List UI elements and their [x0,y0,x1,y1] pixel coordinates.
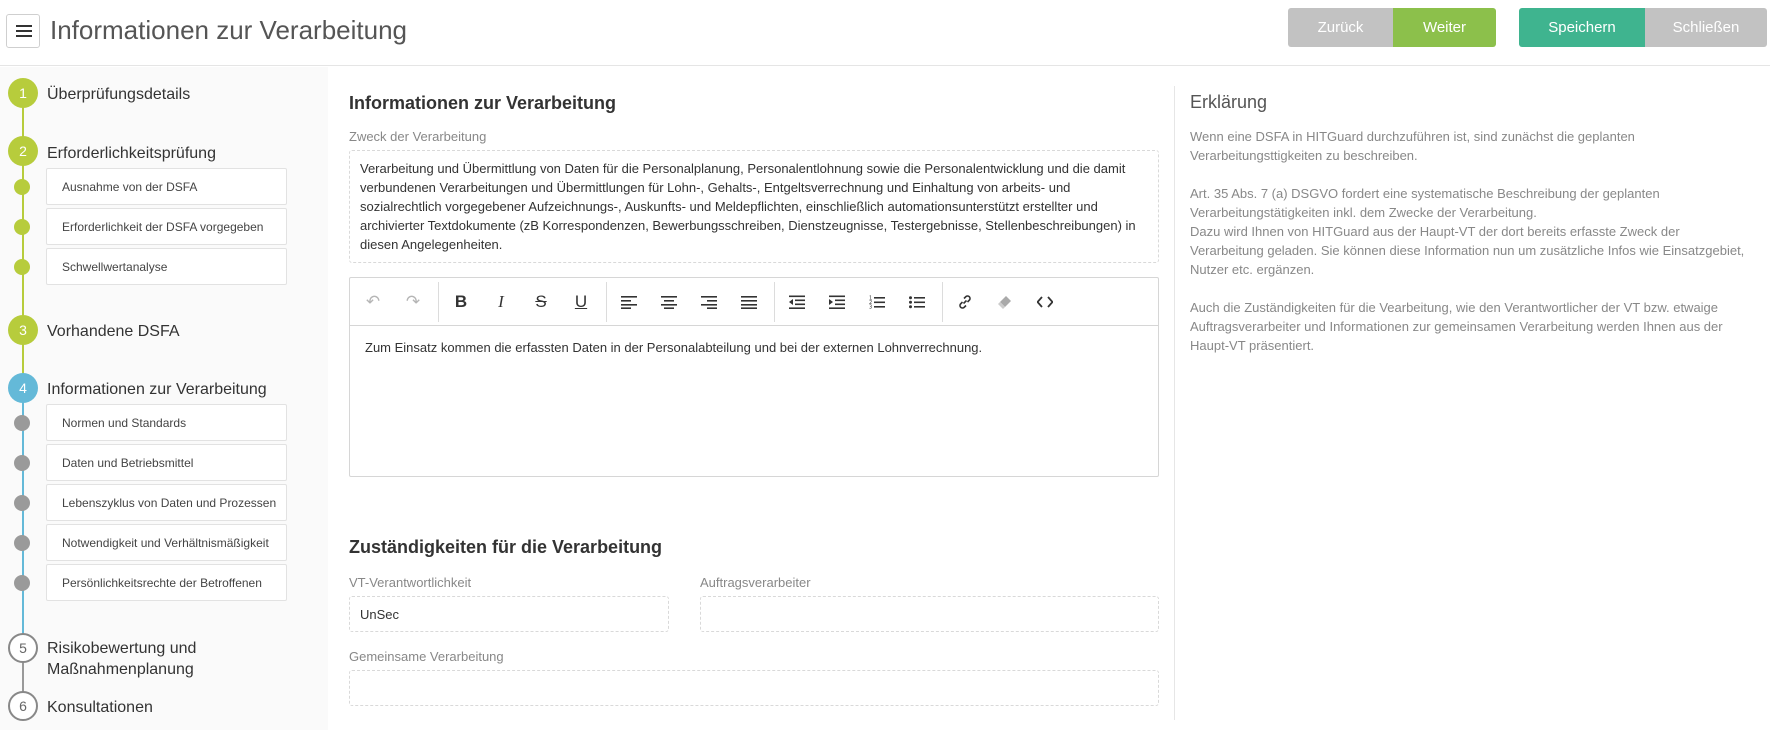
toolbar-separator [774,282,775,322]
explanation-panel [1190,92,1750,374]
joint-processing-field[interactable] [349,670,1159,706]
substep-dot [14,219,30,235]
back-button[interactable]: Zurück [1288,8,1393,47]
purpose-label: Zweck der Verarbeitung [349,129,487,144]
substep-ausnahme[interactable]: Ausnahme von der DSFA [46,168,287,205]
svg-text:1: 1 [869,295,873,302]
redo-icon[interactable]: ↷ [405,292,421,311]
substep-notwendigkeit[interactable]: Notwendigkeit und Verhältnismäßigkeit [46,524,287,561]
link-icon[interactable] [952,289,978,315]
italic-icon[interactable]: I [498,292,504,311]
step-number-4[interactable]: 4 [8,373,38,403]
ordered-list-icon[interactable] [864,289,890,315]
substep-dot [14,415,30,431]
app-header [0,0,1770,66]
step-label-6[interactable]: Konsultationen [47,699,153,716]
substep-erforderlichkeit[interactable]: Erforderlichkeit der DSFA vorgegeben [46,208,287,245]
step-number-5[interactable]: 5 [8,633,38,663]
svg-text:3: 3 [869,304,873,309]
save-button[interactable]: Speichern [1519,8,1645,47]
explanation-paragraph: Art. 35 Abs. 7 (a) DSGVO fordert eine systematische Beschreibung der geplanten Verarbeitungstätigkeiten inkl. dem Zwecke der Verarbeitung. Dazu wird Ihnen von HITGuard aus der Haupt-VT der dort bereits erfasste Zweck der Verarbeitung geladen. Sie können diese Information nun um zusätzliche Infos wie Einsatzgebiet, Nutzer etc. ergänzen. [1190,186,1745,277]
step-number-2[interactable]: 2 [8,136,38,166]
bold-icon[interactable]: B [454,292,468,311]
step-label-4[interactable]: Informationen zur Verarbeitung [47,381,267,398]
substep-normen[interactable]: Normen und Standards [46,404,287,441]
substep-dot [14,455,30,471]
explanation-paragraph: Wenn eine DSFA in HITGuard durchzuführen ist, sind zunächst die geplanten Verarbeitungsttigkeiten zu beschreiben. [1190,129,1635,163]
vt-responsibility-label: VT-Verantwortlichkeit [349,575,472,590]
main-content [328,67,1174,730]
substep-lebenszyklus[interactable]: Lebenszyklus von Daten und Prozessen [46,484,287,521]
step-number-1[interactable]: 1 [8,78,38,108]
align-center-icon[interactable] [656,289,682,315]
toolbar-separator [438,282,439,322]
explanation-paragraph: Auch die Zuständigkeiten für die Vearbeitung, wie den Verantwortlicher der VT bzw. etwaige Auftragsverarbeiter und Informationen zur gemeinsamen Verarbeitung werden Ihnen aus der Haupt-VT präsentiert. [1190,300,1723,353]
step-sidebar [0,67,328,730]
substep-schwellwertanalyse[interactable]: Schwellwertanalyse [46,248,287,285]
svg-text:2: 2 [869,300,873,306]
substep-dot [14,495,30,511]
step-label-2[interactable]: Erforderlichkeitsprüfung [47,145,216,162]
underline-icon[interactable]: U [574,292,588,311]
rich-text-editor [349,277,1159,477]
indent-icon[interactable] [824,289,850,315]
substep-dot [14,259,30,275]
substep-dot [14,179,30,195]
eraser-icon[interactable] [992,289,1018,315]
joint-processing-label: Gemeinsame Verarbeitung [349,649,504,664]
code-icon[interactable] [1032,289,1058,315]
section-title-responsibilities: Zuständigkeiten für die Verarbeitung [349,537,663,557]
next-button[interactable]: Weiter [1393,8,1496,47]
align-right-icon[interactable] [696,289,722,315]
editor-text[interactable]: Zum Einsatz kommen die erfassten Daten in der Personalabteilung und bei der externen Lohnverrechnung. [365,340,983,355]
outdent-icon[interactable] [784,289,810,315]
processor-field[interactable] [700,596,1159,632]
explanation-title: Erklärung [1190,92,1268,112]
undo-icon[interactable]: ↶ [365,292,381,311]
substep-dot [14,535,30,551]
step-number-6[interactable]: 6 [8,691,38,721]
step-number-3[interactable]: 3 [8,315,38,345]
unordered-list-icon[interactable] [904,289,930,315]
toolbar-separator [606,282,607,322]
strikethrough-icon[interactable]: S [535,292,547,311]
substep-persoenlichkeitsrechte[interactable]: Persönlichkeitsrechte der Betroffenen [46,564,287,601]
editor-toolbar [350,278,1158,326]
hamburger-menu-icon[interactable] [6,14,40,48]
step-label-5[interactable]: Risikobewertung und Maßnahmenplanung [47,640,197,678]
close-button[interactable]: Schließen [1645,8,1767,47]
align-justify-icon[interactable] [736,289,762,315]
processor-label: Auftragsverarbeiter [700,575,811,590]
align-left-icon[interactable] [616,289,642,315]
vt-responsibility-field[interactable]: UnSec [349,596,669,632]
purpose-textarea[interactable]: Verarbeitung und Übermittlung von Daten für die Personalplanung, Personalentlohnung sowie die Personalentwicklung und die damit verbundenen Verarbeitungen und Übermittlungen für Lohn-, Gehalts-, Entgeltsverrechnung und Einhaltung von arbeits- und sozialrechtlich vorgegebener Aufzeichnungs-, Auskunfts- und Meldepflichten, einschließlich automationsunterstützt erstellter und archivierter Textdokumente (zB Korrespondenzen, Bewerbungsschreiben, Dienstzeugnisse, Testergebnisse, Stellenbeschreibungen) in diesen Angelegenheiten. [349,150,1159,263]
step-label-3[interactable]: Vorhandene DSFA [47,323,180,340]
substep-daten[interactable]: Daten und Betriebsmittel [46,444,287,481]
panel-divider [1174,86,1175,720]
section-title-processing: Informationen zur Verarbeitung [349,93,617,113]
page-title: Informationen zur Verarbeitung [50,15,407,45]
step-label-1[interactable]: Überprüfungsdetails [47,86,191,103]
toolbar-separator [942,282,943,322]
substep-dot [14,575,30,591]
